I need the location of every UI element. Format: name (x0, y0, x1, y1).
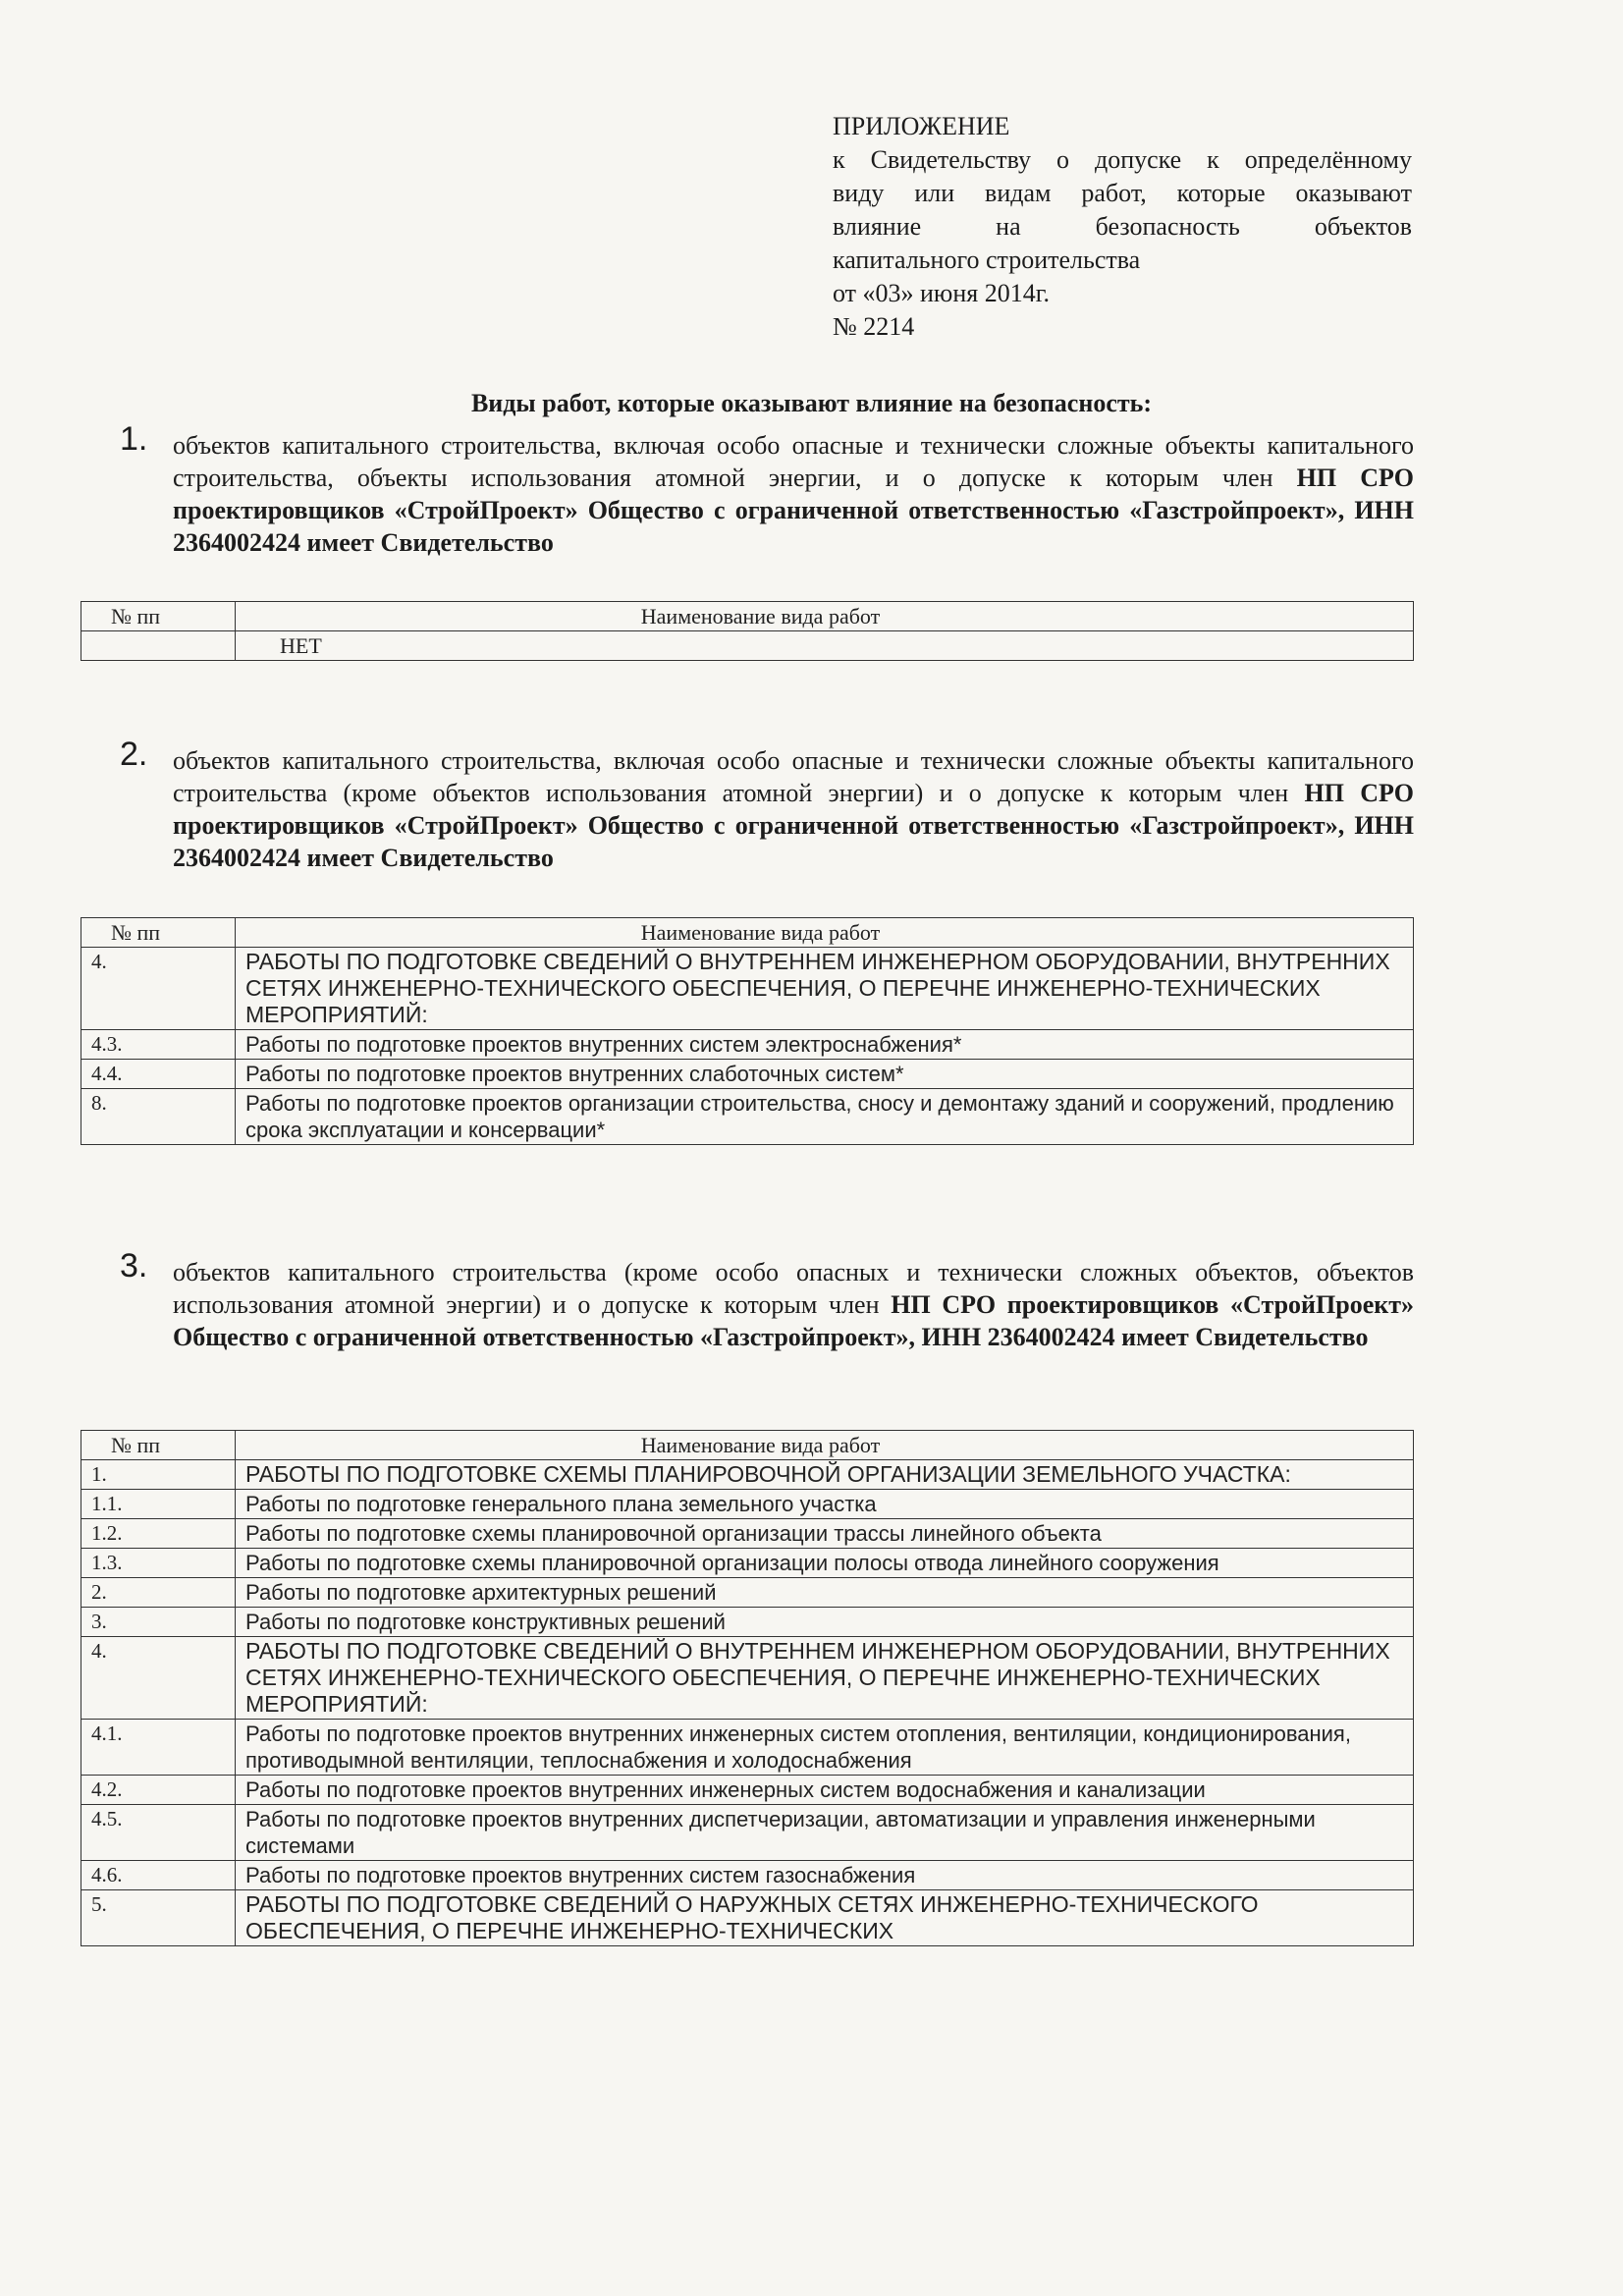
row-name: НЕТ (236, 631, 1414, 661)
row-name: Работы по подготовке проектов организации строительства, сносу и демонтажу зданий и сооружений, продлению срока эксплуатации и консервации* (236, 1089, 1414, 1145)
row-num: 1.3. (81, 1549, 236, 1578)
section-3-text (81, 1247, 1414, 1353)
table-row (81, 1089, 1414, 1145)
appendix-number: № 2214 (833, 312, 915, 341)
section-3-text-plain: объектов капитального строительства (кроме особо опасных и технически сложных объектов, объектов использования атомной энергии) и о допуске к которым член (173, 1258, 1414, 1319)
row-name: Работы по подготовке проектов внутренних инженерных систем отопления, вентиляции, кондиционирования, противодымной вентиляции, теплоснабжения и холодоснабжения (236, 1720, 1414, 1776)
row-name: РАБОТЫ ПО ПОДГОТОВКЕ СВЕДЕНИЙ О НАРУЖНЫХ СЕТЯХ ИНЖЕНЕРНО-ТЕХНИЧЕСКОГО ОБЕСПЕЧЕНИЯ, О ПЕРЕЧНЕ ИНЖЕНЕРНО-ТЕХНИЧЕСКИХ (236, 1890, 1414, 1946)
row-name: Работы по подготовке генерального плана земельного участка (236, 1490, 1414, 1519)
row-num: 1. (81, 1460, 236, 1490)
main-heading: Виды работ, которые оказывают влияние на безопасность: (470, 389, 1153, 417)
row-name: РАБОТЫ ПО ПОДГОТОВКЕ СВЕДЕНИЙ О ВНУТРЕННЕМ ИНЖЕНЕРНОМ ОБОРУДОВАНИИ, ВНУТРЕННИХ СЕТЯХ ИНЖЕНЕРНО-ТЕХНИЧЕСКОГО ОБЕСПЕЧЕНИЯ, О ПЕРЕЧНЕ ИНЖЕНЕРНО-ТЕХНИЧЕСКИХ МЕРОПРИЯТИЙ: (236, 948, 1414, 1030)
section-2-text (81, 736, 1414, 874)
row-num: 4.3. (81, 1030, 236, 1060)
table-row (81, 1030, 1414, 1060)
section-3-text-bold: НП СРО проектировщиков «СтройПроект» Общество с ограниченной ответственностью «Газстройпроект», ИНН 2364002424 имеет Свидетельство (173, 1290, 1414, 1351)
section-3-number: 3. (120, 1247, 148, 1285)
row-num (81, 631, 236, 661)
column-header-name: Наименование вида работ (236, 1431, 1414, 1460)
row-name: Работы по подготовке схемы планировочной организации трассы линейного объекта (236, 1519, 1414, 1549)
row-name: Работы по подготовке архитектурных решений (236, 1578, 1414, 1608)
table-row (81, 1519, 1414, 1549)
table-row (81, 1549, 1414, 1578)
row-num: 4. (81, 948, 236, 1030)
appendix-line-2: к Свидетельству о допуске к определённому (833, 145, 1412, 174)
table-row (81, 1805, 1414, 1861)
works-table-1 (81, 601, 1414, 661)
table-row (81, 1776, 1414, 1805)
works-table-3 (81, 1430, 1414, 1946)
table-header-row (81, 918, 1414, 948)
row-name: Работы по подготовке проектов внутренних слаботочных систем* (236, 1060, 1414, 1089)
row-num: 4.2. (81, 1776, 236, 1805)
table-row (81, 1608, 1414, 1637)
row-num: 5. (81, 1890, 236, 1946)
table-row (81, 948, 1414, 1030)
row-num: 2. (81, 1578, 236, 1608)
row-num: 4. (81, 1637, 236, 1720)
table-row (81, 1578, 1414, 1608)
section-1-text (81, 420, 1414, 559)
row-num: 1.1. (81, 1490, 236, 1519)
section-2-text-plain: объектов капитального строительства, включая особо опасные и технически сложные объекты капитального строительства (кроме объектов использования атомной энергии) и о допуске к которым член (173, 746, 1414, 807)
table-row (81, 1890, 1414, 1946)
row-name: Работы по подготовке конструктивных решений (236, 1608, 1414, 1637)
row-name: Работы по подготовке проектов внутренних инженерных систем водоснабжения и канализации (236, 1776, 1414, 1805)
row-num: 4.6. (81, 1861, 236, 1890)
appendix-line-4: влияние на безопасность объектов (833, 212, 1412, 241)
table-header-row (81, 1431, 1414, 1460)
section-1-number: 1. (120, 420, 148, 458)
table-row (81, 1490, 1414, 1519)
table-row (81, 1861, 1414, 1890)
row-num: 8. (81, 1089, 236, 1145)
row-num: 4.1. (81, 1720, 236, 1776)
appendix-title: ПРИЛОЖЕНИЕ (833, 112, 1010, 140)
column-header-name: Наименование вида работ (236, 918, 1414, 948)
column-header-num: № пп (81, 918, 236, 948)
table-row (81, 1060, 1414, 1089)
section-1-text-bold: НП СРО проектировщиков «СтройПроект» Общество с ограниченной ответственностью «Газстройпроект», ИНН 2364002424 имеет Свидетельство (173, 464, 1414, 557)
section-1 (81, 420, 1414, 559)
column-header-num: № пп (81, 1431, 236, 1460)
row-name: РАБОТЫ ПО ПОДГОТОВКЕ СХЕМЫ ПЛАНИРОВОЧНОЙ ОРГАНИЗАЦИИ ЗЕМЕЛЬНОГО УЧАСТКА: (236, 1460, 1414, 1490)
appendix-line-5: капитального строительства (833, 246, 1141, 274)
section-1-text-plain: объектов капитального строительства, включая особо опасные и технически сложные объекты капитального строительства, объекты использования атомной энергии, и о допуске к которым член (173, 431, 1414, 492)
row-name: Работы по подготовке проектов внутренних систем газоснабжения (236, 1861, 1414, 1890)
table-row (81, 631, 1414, 661)
row-num: 4.5. (81, 1805, 236, 1861)
table-header-row (81, 602, 1414, 631)
column-header-num: № пп (81, 602, 236, 631)
table-row (81, 1720, 1414, 1776)
section-2-number: 2. (120, 736, 148, 773)
row-name: Работы по подготовке проектов внутренних диспетчеризации, автоматизации и управления инженерными системами (236, 1805, 1414, 1861)
appendix-header (833, 110, 1412, 344)
row-num: 3. (81, 1608, 236, 1637)
row-num: 4.4. (81, 1060, 236, 1089)
row-num: 1.2. (81, 1519, 236, 1549)
row-name: Работы по подготовке схемы планировочной организации полосы отвода линейного сооружения (236, 1549, 1414, 1578)
row-name: Работы по подготовке проектов внутренних систем электроснабжения* (236, 1030, 1414, 1060)
section-2 (81, 736, 1414, 874)
column-header-name: Наименование вида работ (236, 602, 1414, 631)
section-2-text-bold: НП СРО проектировщиков «СтройПроект» Общество с ограниченной ответственностью «Газстройпроект», ИНН 2364002424 имеет Свидетельство (173, 779, 1414, 872)
appendix-date: от «03» июня 2014г. (833, 279, 1050, 307)
appendix-line-3: виду или видам работ, которые оказывают (833, 179, 1412, 207)
section-3 (81, 1247, 1414, 1353)
row-name: РАБОТЫ ПО ПОДГОТОВКЕ СВЕДЕНИЙ О ВНУТРЕННЕМ ИНЖЕНЕРНОМ ОБОРУДОВАНИИ, ВНУТРЕННИХ СЕТЯХ ИНЖЕНЕРНО-ТЕХНИЧЕСКОГО ОБЕСПЕЧЕНИЯ, О ПЕРЕЧНЕ ИНЖЕНЕРНО-ТЕХНИЧЕСКИХ МЕРОПРИЯТИЙ: (236, 1637, 1414, 1720)
table-row (81, 1460, 1414, 1490)
works-table-2 (81, 917, 1414, 1145)
table-row (81, 1637, 1414, 1720)
